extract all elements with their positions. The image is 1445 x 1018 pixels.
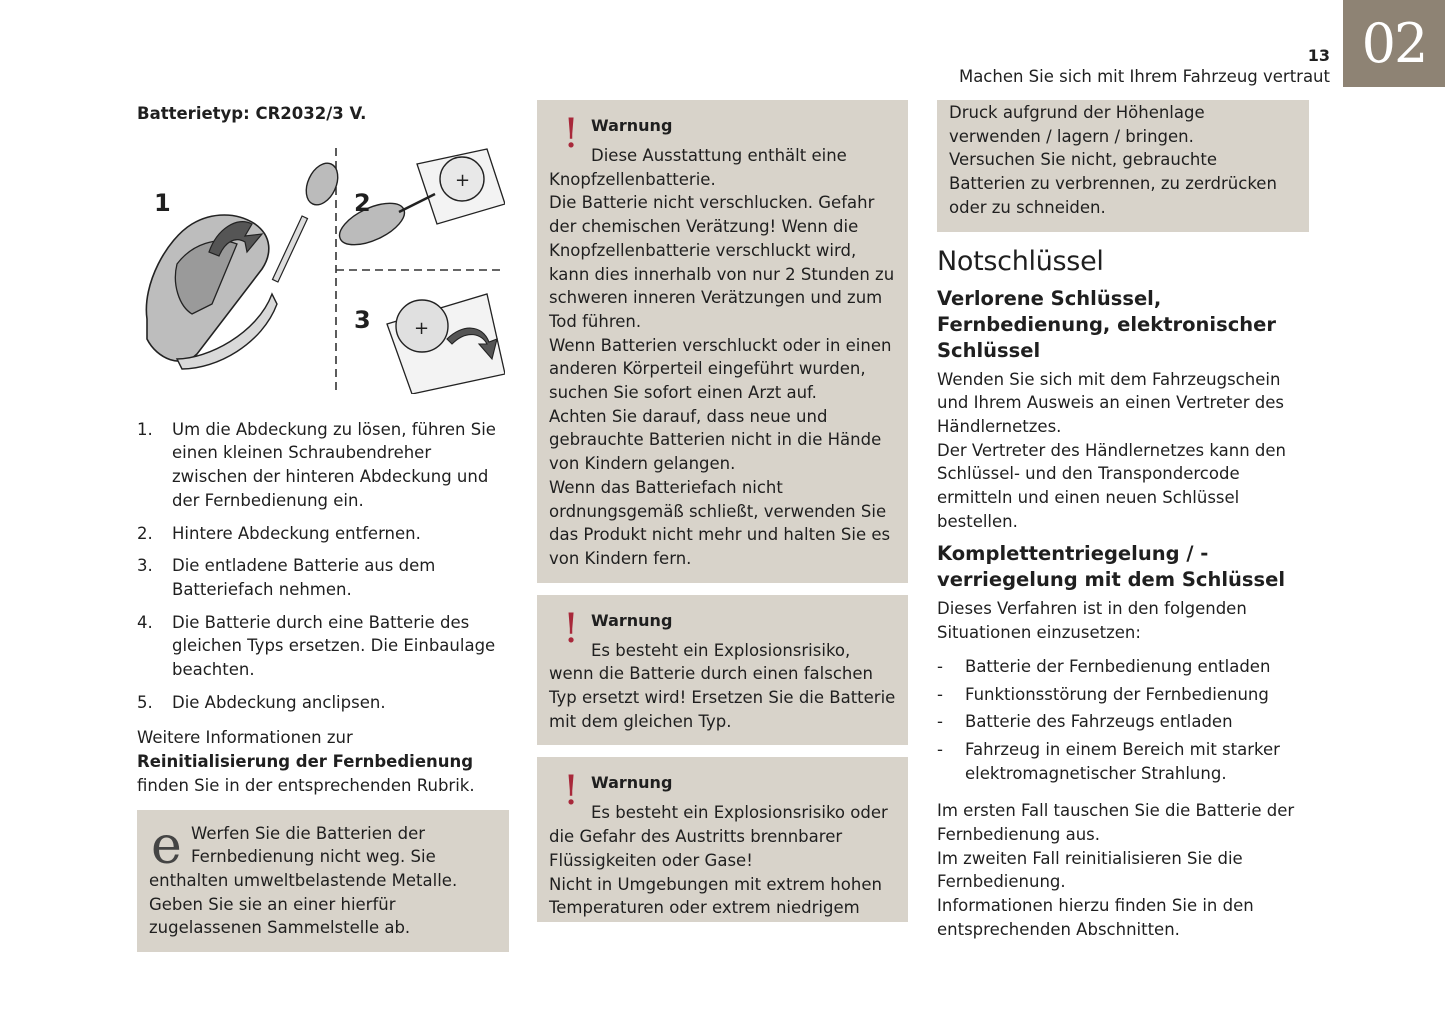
environment-note [137, 810, 509, 953]
warning-box [537, 595, 908, 746]
column-right [937, 100, 1309, 942]
step-number: 2. [137, 523, 153, 543]
page-number: 13 [1307, 46, 1330, 65]
step-text: Um die Abdeckung zu lösen, führen Sie einen kleinen Schraubendreher zwischen der hinteren Abdeckung und der Fernbedienung ein. [172, 419, 496, 510]
figure-label-2: 2 [354, 188, 371, 217]
column-middle [537, 100, 908, 934]
subsection-title: Verlorene Schlüssel, Fernbedienung, elektronischer Schlüssel [937, 286, 1277, 362]
more-info-link-text: Reinitialisierung der Fernbedienung [137, 752, 474, 772]
svg-text:+: + [414, 317, 430, 339]
battery-replacement-illustration [137, 144, 505, 394]
warning-text: Es besteht ein Explosionsrisiko, wenn die Batterie durch einen falschen Typ ersetzt wird! Ersetzen Sie die Batterie mit dem gleichen Typ. [549, 640, 896, 731]
battery-type: Batterietyp: CR2032/3 V. [137, 104, 367, 123]
warning-title: Warnung [591, 610, 673, 630]
list-item-text: Funktionsstörung der Fernbedienung [965, 684, 1269, 704]
warning-header [549, 605, 896, 652]
warning-text: Achten Sie darauf, dass neue und gebrauchte Batterien nicht in die Hände von Kindern gelangen. [549, 406, 882, 474]
page-title: Machen Sie sich mit Ihrem Fahrzeug vertraut [958, 67, 1330, 86]
chapter-tab: 02 [1343, 0, 1445, 87]
step-text: Die entladene Batterie aus dem Batteriefach nehmen. [172, 556, 436, 599]
paragraph: Im zweiten Fall reinitialisieren Sie die Fernbedienung. [937, 848, 1243, 892]
dash-icon: - [937, 656, 943, 676]
warning-text: Druck aufgrund der Höhenlage verwenden / lagern / bringen. [949, 103, 1205, 146]
step-number: 5. [137, 692, 153, 712]
list-item-text: Batterie der Fernbedienung entladen [965, 656, 1271, 676]
warning-text: Diese Ausstattung enthält eine Knopfzellenbatterie. [549, 146, 847, 189]
warning-title: Warnung [591, 773, 673, 793]
more-info-text [137, 726, 509, 797]
warning-title: Warnung [591, 116, 673, 135]
list-item [937, 710, 1309, 734]
list-item [137, 691, 509, 715]
warning-text: Wenn das Batteriefach nicht ordnungsgemäß schließt, verwenden Sie das Produkt nicht mehr und halten Sie es von Kindern fern. [549, 477, 891, 568]
step-number: 4. [137, 612, 153, 632]
situations-list [937, 655, 1309, 786]
warning-icon: ! [563, 111, 580, 157]
step-text: Die Batterie durch eine Batterie des gleichen Typs ersetzen. Die Einbaulage beachten. [172, 612, 496, 680]
dash-icon: - [937, 684, 943, 704]
more-info-post: finden Sie in der entsprechenden Rubrik. [137, 775, 475, 795]
list-item [937, 738, 1309, 785]
warning-icon: ! [563, 605, 580, 652]
warning-text: Die Batterie nicht verschlucken. Gefahr der chemischen Verätzung! Wenn die Knopfzellenbatterie verschluckt wird, kann dies innerhalb von nur 2 Stunden zu schweren inneren Verätzungen und zum Tod führen. [549, 193, 895, 331]
environment-note-text: Werfen Sie die Batterien der Fernbedienung nicht weg. Sie enthalten umweltbelastende Metalle. Geben Sie sie an einer hierfür zugelassenen Sammelstelle ab. [149, 823, 458, 938]
paragraph: Wenden Sie sich mit dem Fahrzeugschein und Ihrem Ausweis an einen Vertreter des Händlernetzes. [937, 369, 1284, 436]
subsection-title: Komplettentriegelung / -verriegelung mit dem Schlüssel [937, 542, 1286, 592]
warning-box-continued [937, 100, 1309, 232]
list-item-text: Fahrzeug in einem Bereich mit starker elektromagnetischer Strahlung. [965, 739, 1280, 783]
list-item [137, 611, 509, 682]
environment-icon: e [151, 815, 182, 876]
more-info-pre: Weitere Informationen zur [137, 728, 353, 748]
svg-text:+: + [455, 169, 471, 191]
step-text: Hintere Abdeckung entfernen. [172, 523, 421, 543]
warning-text: Nicht in Umgebungen mit extrem hohen Temperaturen oder extrem niedrigem [549, 874, 882, 918]
column-left [137, 100, 509, 964]
list-item [937, 683, 1309, 707]
warning-header [549, 767, 896, 815]
dash-icon: - [937, 739, 943, 759]
warning-text: Wenn Batterien verschluckt oder in einen anderen Körperteil eingeführt wurden, suchen Sie sofort einen Arzt auf. [549, 335, 892, 403]
warning-box [537, 757, 908, 922]
key-fob-illustration [137, 144, 505, 394]
paragraph: Informationen hierzu finden Sie in den entsprechenden Abschnitten. [937, 896, 1254, 939]
paragraph: Dieses Verfahren ist in den folgenden Situationen einzusetzen: [937, 599, 1247, 643]
figure-label-3: 3 [354, 305, 371, 334]
step-number: 3. [137, 556, 153, 576]
paragraph: Der Vertreter des Händlernetzes kann den Schlüssel- und den Transpondercode ermitteln und einen neuen Schlüssel bestellen. [937, 440, 1287, 531]
paragraph: Im ersten Fall tauschen Sie die Batterie der Fernbedienung aus. [937, 801, 1295, 845]
section-title: Notschlüssel [937, 245, 1104, 277]
warning-icon: ! [563, 768, 580, 815]
list-item [937, 655, 1309, 679]
dash-icon: - [937, 712, 943, 732]
step-text: Die Abdeckung anclipsen. [172, 692, 386, 712]
list-item [137, 522, 509, 546]
warning-box [537, 100, 908, 583]
figure-label-1: 1 [154, 188, 171, 217]
list-item [137, 554, 509, 601]
warning-header [549, 110, 896, 157]
warning-text: Versuchen Sie nicht, gebrauchte Batterien zu verbrennen, zu zerdrücken oder zu schneiden. [949, 150, 1277, 217]
steps-list [137, 418, 509, 715]
step-number: 1. [137, 419, 153, 439]
list-item-text: Batterie des Fahrzeugs entladen [965, 712, 1233, 732]
warning-text: Es besteht ein Explosionsrisiko oder die Gefahr des Austritts brennbarer Flüssigkeiten oder Gase! [549, 803, 888, 870]
list-item [137, 418, 509, 513]
